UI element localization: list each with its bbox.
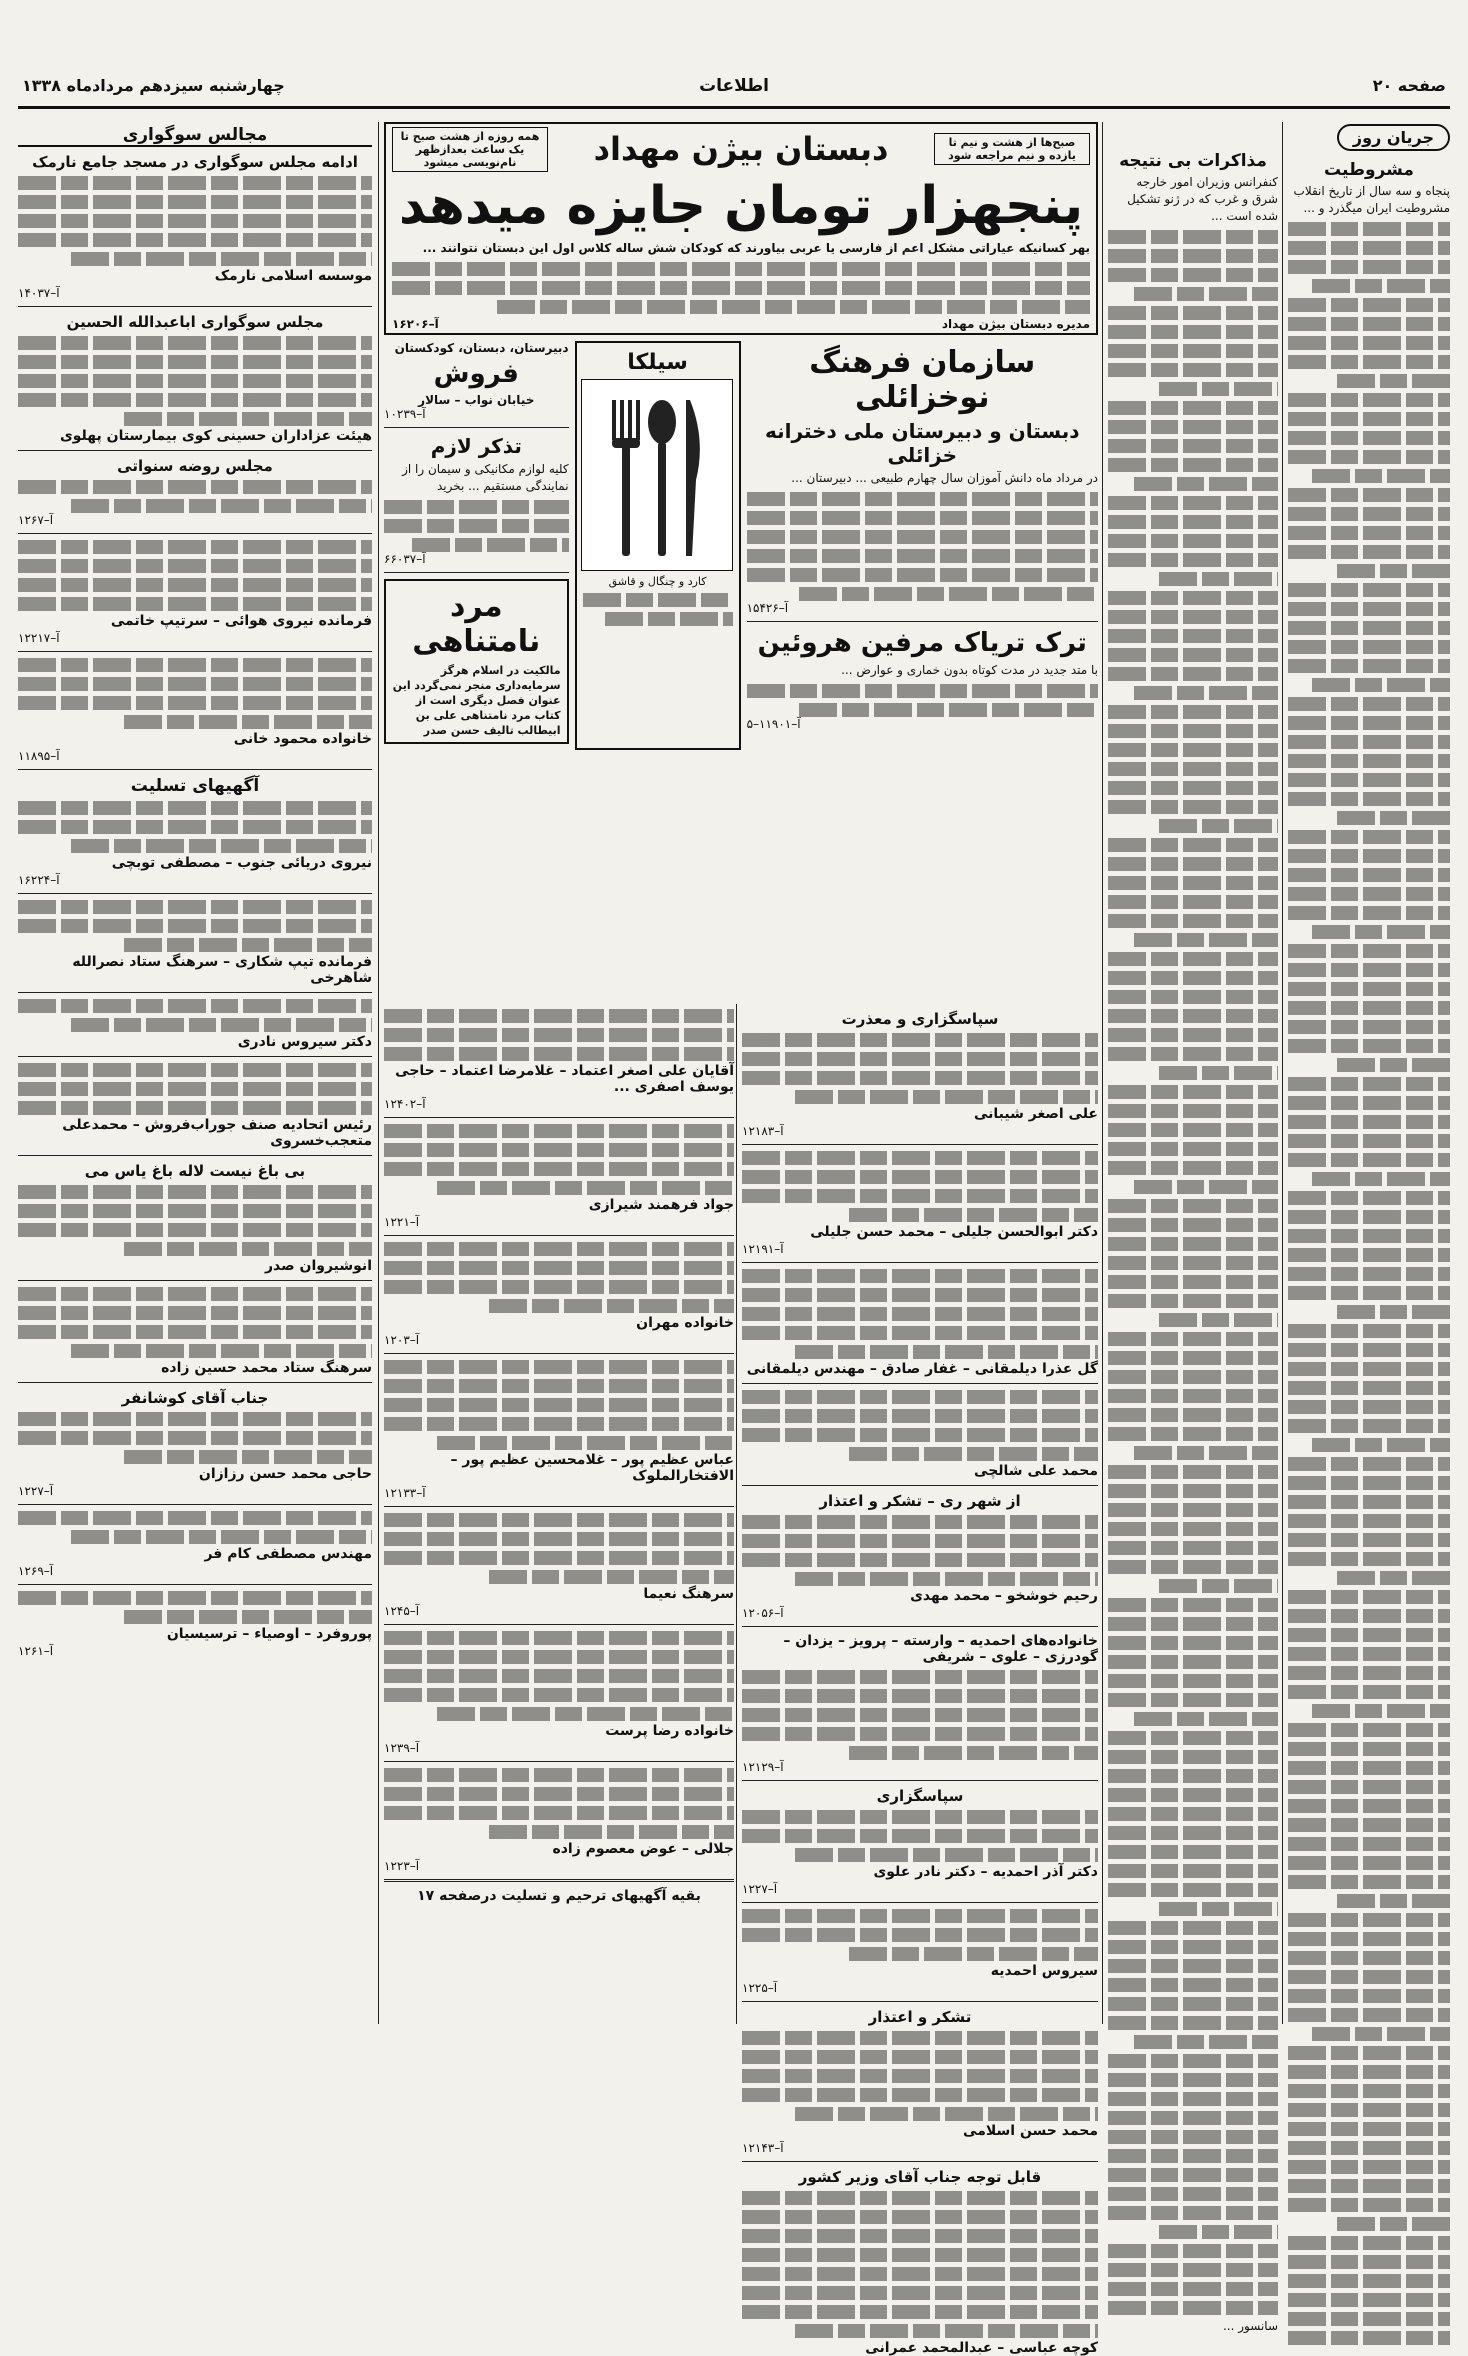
notice-code: آ–۱۶۲۲۴	[18, 873, 60, 887]
notice-signature: دکتر ابوالحسن جلیلی – محمد حسن جلیلی	[810, 1224, 1098, 1240]
notice-signature: سیروس احمدیه	[990, 1963, 1098, 1979]
school-registration-note: همه روزه از هشت صبح تا یک ساعت بعدازظهر نام‌نویسی میشود	[392, 127, 548, 172]
notice-code: آ–۱۲۱۸۳	[742, 1124, 784, 1138]
notice-title: سپاسگزاری	[876, 1787, 964, 1805]
cutlery-image	[581, 379, 733, 571]
notice-code: آ–۱۲۲۷	[18, 1484, 54, 1498]
notice-code: آ–۱۲۲۳	[384, 1859, 420, 1873]
masthead-rule	[18, 106, 1450, 109]
notice-code: آ–۱۲۴۰۲	[384, 1097, 426, 1111]
culture-code: آ–۱۵۴۲۶	[746, 601, 789, 615]
page-number: صفحه ۲۰	[1372, 76, 1446, 95]
immortal-heading: مرد نامتناهی	[412, 589, 541, 659]
mourning-heading: مجالس سوگواری	[18, 125, 372, 147]
notice-signature: دکتر آذر احمدیه – دکتر نادر علوی	[873, 1864, 1098, 1880]
notice-signature: خانواده محمود خانی	[233, 731, 372, 747]
editorial-column	[1288, 122, 1450, 2034]
notice-signature: خانواده‌های احمدیه – وارسته – پرویز – یزدان – گودرزی – علوی – شریفی	[783, 1633, 1098, 1665]
remind-body: کلیه لوازم مکانیکی و سیمان را از نمایندگی مستقیم ... بخرید	[402, 462, 569, 493]
notice-signature: فرمانده تیپ شکاری – سرهنگ ستاد نصرالله شاهرخی	[72, 954, 372, 986]
notice-signature: جلالی – عوض معصوم زاده	[552, 1841, 734, 1857]
school-ad	[384, 122, 1098, 335]
continued-notice: بقیه آگهیهای ترحیم و تسلیت درصفحه ۱۷	[417, 1888, 701, 1904]
notice-code: آ–۱۲۲۱	[384, 1215, 420, 1229]
notice-code: آ–۱۲۱۴۳	[742, 2141, 784, 2155]
prize-code: آ–۱۶۲۰۶	[392, 317, 439, 331]
notice-title: قابل توجه جناب آقای وزیر کشور	[798, 2168, 1042, 2186]
notice-signature: دکتر سیروس نادری	[237, 1034, 372, 1050]
notice-signature: سرهنگ نعیما	[643, 1586, 734, 1602]
notice-code: آ–۱۲۰۵۶	[742, 1606, 784, 1620]
news-bottom-line: سانسور ...	[1222, 2319, 1278, 2333]
addiction-code: آ–۱۱۹۰۱–۵	[746, 717, 801, 731]
silka-ad	[575, 341, 741, 750]
notice-title: تشکر و اعتذار	[868, 2008, 972, 2026]
notice-signature: فرمانده نیروی هوائی – سرتیپ خاتمی	[110, 613, 372, 629]
silka-note: کارد و چنگال و قاشق	[608, 575, 707, 588]
sale-code: آ–۱۰۲۳۹	[384, 407, 426, 421]
notice-code: آ–۱۲۲۷	[742, 1882, 778, 1896]
notice-signature: پوروفرد – اوصیاء – ترسیسیان	[166, 1626, 372, 1642]
notice-signature: گل عذرا دیلمقانی – غفار صادق – مهندس دیلمقانی	[746, 1361, 1098, 1377]
notice-code: آ–۱۲۳۹	[384, 1741, 420, 1755]
notice-signature: موسسه اسلامی نارمک	[214, 268, 372, 284]
column-tab: جریان روز	[1337, 124, 1450, 151]
addiction-body: با متد جدید در مدت کوتاه بدون خماری و عوارض ...	[841, 663, 1098, 677]
school2-heading: دبیرستان، دبستان، کودکستان	[394, 341, 569, 355]
culture-ad	[747, 341, 1098, 750]
notice-code: آ–۱۲۶۱	[18, 1644, 54, 1658]
notice-code: آ–۱۲۶۹	[18, 1564, 54, 1578]
notice-title: از شهر ری – تشکر و اعتذار	[819, 1492, 1021, 1510]
news-body: کنفرانس وزیران امور خارجه شرق و غرب که در ژنو تشکیل شده است ...	[1127, 175, 1278, 223]
notice-code: آ–۱۲۱۲۹	[742, 1760, 784, 1774]
notice-title: مجلس سوگواری اباعبدالله الحسین	[66, 313, 324, 331]
immortal-body: مالکیت در اسلام هرگز سرمایه‌داری منجر نمی‌گردد این عنوان فصل دیگری است از کتاب مرد نامتناهی علی بن ابیطالب تالیف حسن صدر	[392, 664, 561, 737]
prize-headline: پنجهزار تومان جایزه میدهد	[398, 176, 1084, 236]
notice-signature: علی اصغر شیبانی	[973, 1106, 1098, 1122]
notice-title: مجلس روضه سنواتی	[117, 457, 273, 475]
sale-heading: فروش	[433, 359, 519, 389]
news-heading: مذاکرات بی نتیجه	[1119, 151, 1267, 171]
notice-code: آ–۱۲۱۹۱	[742, 1242, 784, 1256]
newspaper-page	[18, 14, 1450, 2356]
notice-signature: کوچه عباسی – عبدالمحمد عمرانی	[865, 2340, 1098, 2356]
culture-body: در مرداد ماه دانش آموزان سال چهارم طبیعی ... دبیرستان ...	[791, 471, 1098, 485]
prize-body: بهر کسانیکه عیاراتی مشکل اعم از فارسی یا عربی بیاورند که کودکان شش ساله کلاس اول این دبستان نتوانند ...	[422, 241, 1090, 255]
prize-signature: مدیره دبستان بیژن مهداد	[941, 317, 1090, 331]
remind-heading: تذکر لازم	[430, 434, 522, 458]
editorial-heading: مشروطیت	[1324, 160, 1414, 180]
notice-code: آ–۱۲۲۵	[742, 1981, 778, 1995]
issue-date: چهارشنبه سیزدهم مردادماه ۱۳۳۸	[22, 76, 285, 95]
notice-title: بی باغ نیست لاله باغ یاس می	[84, 1162, 306, 1180]
addiction-ad-title: ترک تریاک مرفین هروئین	[757, 628, 1087, 658]
notice-signature: عباس عظیم پور – غلامحسین عظیم پور – الافتخارالملوک	[450, 1452, 734, 1484]
notice-title: ادامه مجلس سوگواری در مسجد جامع نارمک	[32, 153, 358, 171]
notice-code: آ–۱۲۶۷	[18, 513, 54, 527]
notice-signature: انوشیروان صدر	[264, 1258, 372, 1274]
notice-signature: محمد حسن اسلامی	[963, 2123, 1098, 2139]
school-hours-note: صبح‌ها از هشت و نیم تا یازده و نیم مراجعه شود	[934, 133, 1090, 165]
notice-signature: مهندس مصطفی کام فر	[204, 1546, 372, 1562]
notice-signature: خانواده مهران	[636, 1315, 734, 1331]
sale-address: خیابان نواب – سالار	[418, 393, 535, 407]
newspaper-name: اطلاعات	[699, 76, 769, 96]
immortal-man-ad	[384, 579, 569, 744]
notice-signature: سرهنگ ستاد محمد حسین زاده	[161, 1360, 372, 1376]
column-rule	[736, 1004, 737, 2024]
condolence-column-b	[384, 1004, 734, 2034]
notice-signature: محمد علی شالچی	[974, 1463, 1098, 1479]
notice-code: آ–۱۴۰۳۷	[18, 286, 60, 300]
news-column	[1108, 122, 1278, 2333]
notice-signature: رحیم خوشخو – محمد مهدی	[910, 1588, 1098, 1604]
mourning-column	[18, 122, 372, 2034]
editorial-body: پنجاه و سه سال از تاریخ انقلاب مشروطیت ایران میگذرد و ...	[1293, 184, 1450, 215]
column-rule	[378, 122, 379, 2024]
notice-signature: جواد فرهمند شیرازی	[588, 1197, 734, 1213]
masthead	[18, 14, 1450, 110]
culture-title: سازمان فرهنگ نوخزائلی	[809, 345, 1036, 415]
column-rule	[1282, 122, 1283, 2024]
classified-ads	[384, 341, 569, 750]
notice-code: آ–۱۱۸۹۵	[18, 749, 60, 763]
notice-code: آ–۱۲۰۳	[384, 1333, 420, 1347]
ad-block	[384, 122, 1098, 1002]
school-title: دبستان بیژن مهداد	[593, 130, 889, 168]
notice-signature: نیروی دریائی جنوب – مصطفی توبچی	[111, 855, 372, 871]
notice-title: جناب آقای کوشانفر	[121, 1389, 269, 1407]
silka-brand: سیلکا	[627, 350, 688, 375]
remind-code: آ–۶۶۰۳۷	[384, 552, 426, 566]
notice-title: آگهیهای تسلیت	[130, 776, 260, 796]
notice-signature: خانواده رضا پرست	[605, 1723, 734, 1739]
notice-code: آ–۱۲۲۱۷	[18, 631, 60, 645]
notice-code: آ–۱۲۱۳۳	[384, 1486, 426, 1500]
notice-code: آ–۱۲۴۵	[384, 1604, 420, 1618]
column-rule	[1102, 122, 1103, 2024]
notice-signature: هیئت عزاداران حسینی کوی بیمارستان پهلوی	[59, 428, 372, 444]
notice-signature: رئیس اتحادیه صنف جوراب‌فروش – محمدعلی متعجب‌خسروی	[62, 1117, 372, 1149]
notice-title: سپاسگزاری و معذرت	[841, 1010, 999, 1028]
notice-signature: حاجی محمد حسن رزازان	[198, 1466, 372, 1482]
notice-signature: آقایان علی اصغر اعتماد – غلامرضا اعتماد – حاجی یوسف اصفری ...	[395, 1063, 734, 1095]
culture-subtitle: دبستان و دبیرستان ملی دخترانه خزائلی	[765, 419, 1080, 467]
condolence-column-a	[742, 1004, 1098, 2356]
